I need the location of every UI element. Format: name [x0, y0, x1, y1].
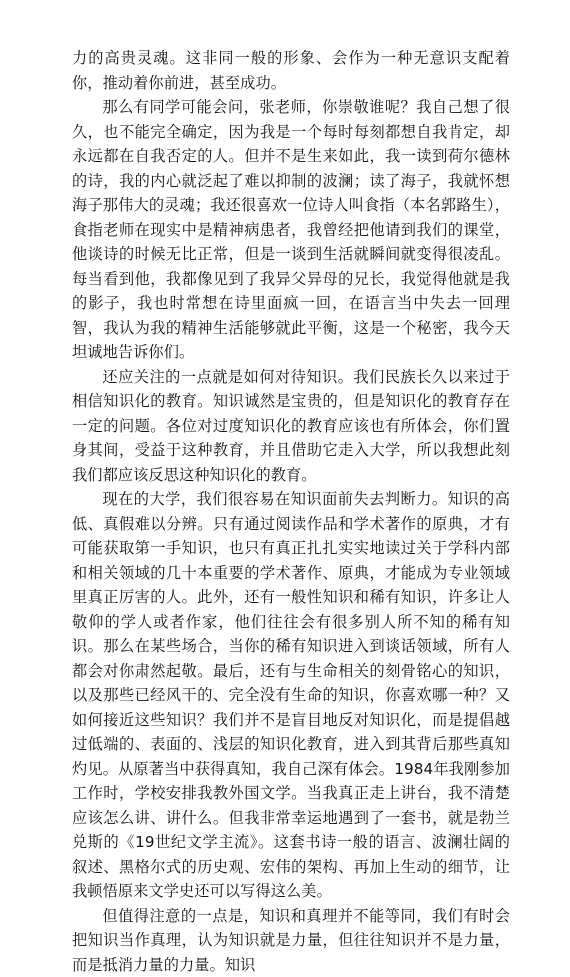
paragraph: 还应关注的一点就是如何对待知识。我们民族长久以来过于相信知识化的教育。知识诚然是宝贵的，但是知识化的教育存在一定的问题。各位对过度知识化的教育应该也有所体会，你们置身其间，受益于这种教育，并且借助它走入大学，所以我想此刻我们都应该反思这种知识化的教育。: [72, 365, 510, 488]
paragraph: 现在的大学，我们很容易在知识面前失去判断力。知识的高低、真假难以分辨。只有通过阅读作品和学术著作的原典，才有可能获取第一手知识，也只有真正扎扎实实地读过关于学科内部和相关领域的几十本重要的学术著作、原典，才能成为专业领域里真正厉害的人。此外，还有一般性知识和稀有知识，许多让人敬仰的学人或者作家，他们往往会有很多别人所不知的稀有知识。那么在某些场合，当你的稀有知识进入到谈话领域，所有人都会对你肃然起敬。最后，还有与生命相关的刻骨铭心的知识，以及那些已经风干的、完全没有生命的知识，你喜欢哪一种？又如何接近这些知识？我们并不是盲目地反对知识化，而是提倡越过低端的、表面的、浅层的知识化教育，进入到其背后那些真知灼见。从原著当中获得真知，我自己深有体会。1984年我刚参加工作时，学校安排我教外国文学。当我真正走上讲台，我不清楚应该怎么讲、讲什么。但我非常幸运地遇到了一套书，就是勃兰兑斯的《19世纪文学主流》。这套书诗一般的语言、波澜壮阔的叙述、黑格尔式的历史观、宏伟的架构、再加上生动的细节，让我顿悟原来文学史还可以写得这么美。: [72, 487, 510, 904]
paragraph: 但值得注意的一点是，知识和真理并不能等同，我们有时会把知识当作真理，认为知识就是力量，但往往知识并不是力量，而是抵消力量的力量。知识: [72, 904, 510, 977]
paragraph: 那么有同学可能会问，张老师，你崇敬谁呢？我自己想了很久，也不能完全确定，因为我是一个每时每刻都想自我肯定，却永远都在自我否定的人。但并不是生来如此，我一读到荷尔德林的诗，我的内心就泛起了难以抑制的波澜；读了海子，我就怀想海子那伟大的灵魂；我还很喜欢一位诗人叫食指（本名郭路生），食指老师在现实中是精神病患者，我曾经把他请到我们的课堂，他谈诗的时候无比正常，但是一谈到生活就瞬间就变得很凌乱。每当看到他，我都像见到了我异父异母的兄长，我觉得他就是我的影子，我也时常想在诗里面疯一回，在语言当中失去一回理智，我认为我的精神生活能够就此平衡，这是一个秘密，我今天坦诚地告诉你们。: [72, 95, 510, 365]
paragraph: 力的高贵灵魂。这非同一般的形象、会作为一种无意识支配着你，推动着你前进，甚至成功。: [72, 46, 510, 95]
